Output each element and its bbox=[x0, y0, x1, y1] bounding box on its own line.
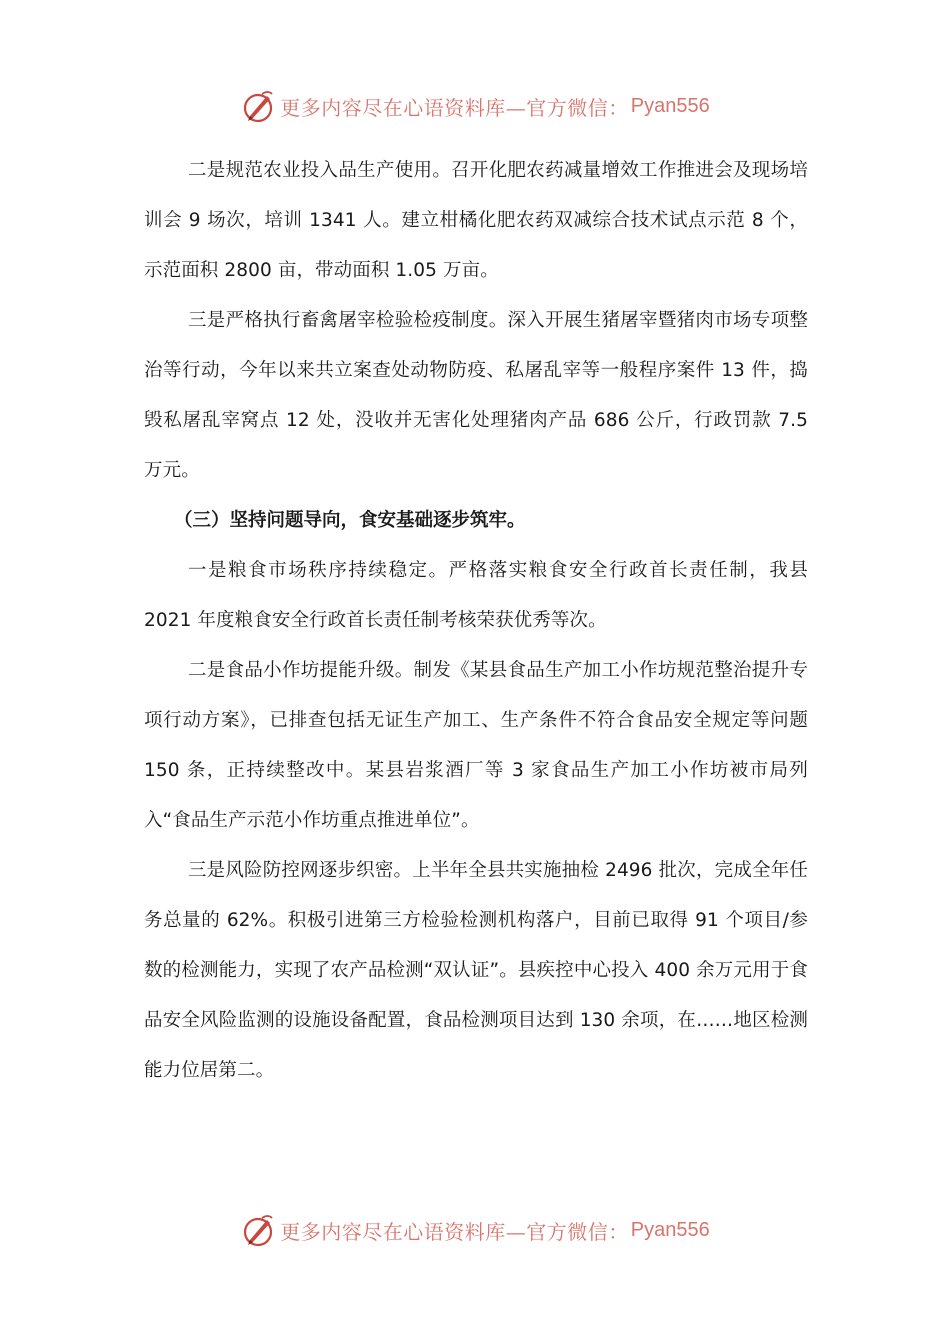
section-heading-3: （三）坚持问题导向，食安基础逐步筑牢。 bbox=[174, 510, 526, 531]
watermark-wechat-id: Pyan556 bbox=[630, 94, 710, 117]
watermark-text: 更多内容尽在心语资料库—官方微信： bbox=[280, 95, 629, 120]
paragraph-grain-market: 一是粮食市场秩序持续稳定。严格落实粮食安全行政首长责任制，我县 2021 年度粮食安全行政首长责任制考核荣获优秀等次。 bbox=[144, 560, 808, 631]
paragraph-slaughter-inspection: 三是严格执行畜禽屠宰检验检疫制度。深入开展生猪屠宰暨猪肉市场专项整治等行动，今年以来共立案查处动物防疫、私屠乱宰等一般程序案件 13 件，捣毁私屠乱宰窝点 12 处，没收并无害化处理猪肉产品 686 公斤，行政罚款 7.5 万元。 bbox=[144, 310, 808, 481]
document-body bbox=[144, 146, 808, 1096]
footer-watermark bbox=[0, 1210, 950, 1250]
pen-circle-logo-icon bbox=[240, 88, 276, 124]
paragraph-risk-control: 三是风险防控网逐步织密。上半年全县共实施抽检 2496 批次，完成全年任务总量的 62%。积极引进第三方检验检测机构落户，目前已取得 91 个项目/参数的检测能力，实现了农产品检测“双认证”。县疾控中心投入 400 余万元用于食品安全风险监测的设施设备配置，食品检测项目达到 130 余项，在……地区检测能力位居第二。 bbox=[144, 860, 808, 1081]
paragraph-food-workshops: 二是食品小作坊提能升级。制发《某县食品生产加工小作坊规范整治提升专项行动方案》，已排查包括无证生产加工、生产条件不符合食品安全规定等问题 150 条，正持续整改中。某县岩浆酒厂等 3 家食品生产加工小作坊被市局列入“食品生产示范小作坊重点推进单位”。 bbox=[144, 660, 808, 831]
paragraph-agri-inputs: 二是规范农业投入品生产使用。召开化肥农药减量增效工作推进会及现场培训会 9 场次，培训 1341 人。建立柑橘化肥农药双减综合技术试点示范 8 个，示范面积 2800 亩，带动面积 1.05 万亩。 bbox=[144, 160, 808, 281]
watermark-wechat-id: Pyan556 bbox=[630, 1218, 710, 1241]
header-watermark bbox=[0, 86, 950, 126]
pen-circle-logo-icon bbox=[240, 1212, 276, 1248]
watermark-text: 更多内容尽在心语资料库—官方微信： bbox=[280, 1219, 629, 1244]
